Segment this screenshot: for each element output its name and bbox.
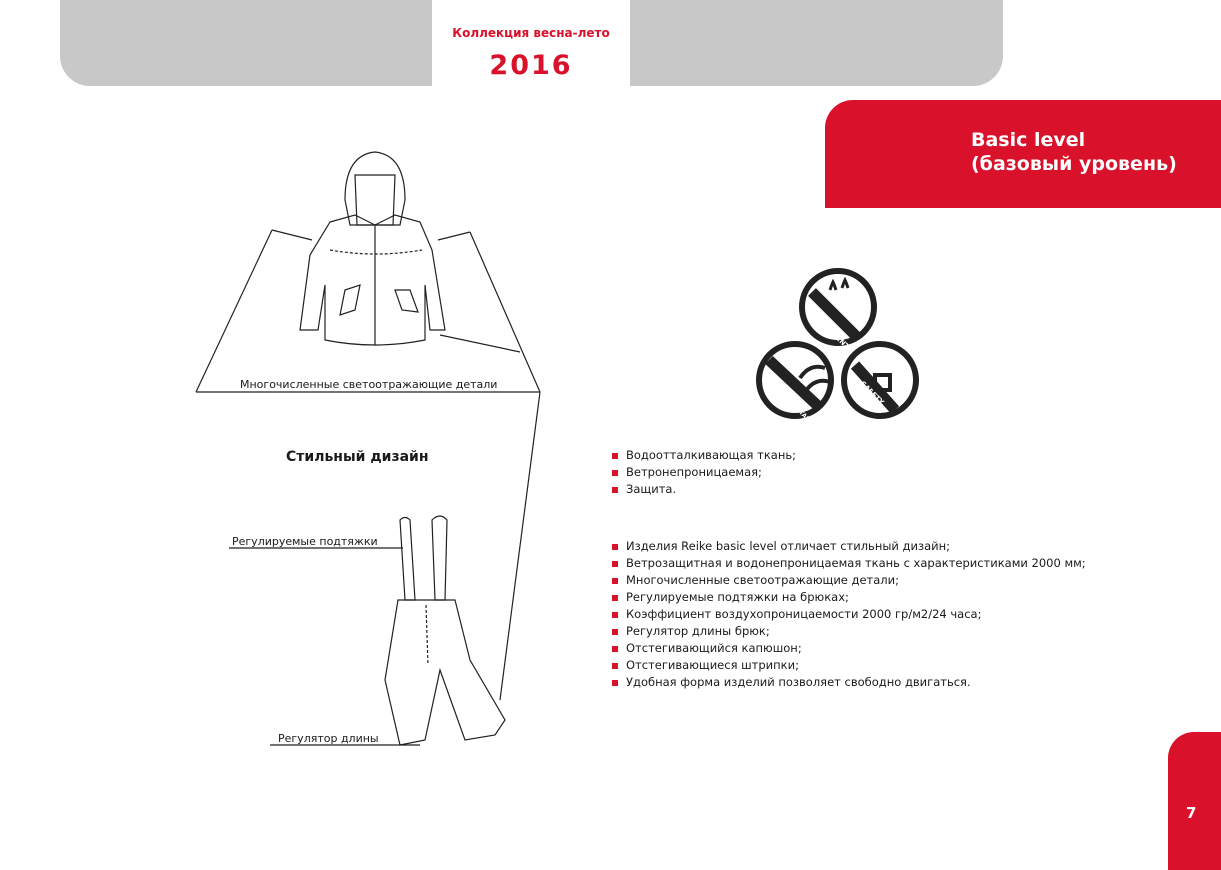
features-short-list [612, 447, 796, 498]
list-item: Регулируемые подтяжки на брюках; [612, 589, 1086, 606]
list-item: Многочисленные светоотражающие детали; [612, 572, 1086, 589]
list-item: Отстегивающийся капюшон; [612, 640, 1086, 657]
list-item: Регулятор длины брюк; [612, 623, 1086, 640]
jacket-drawing [196, 152, 540, 392]
list-item: Защита. [612, 481, 796, 498]
list-item: Коэффициент воздухопроницаемости 2000 гр/м2/24 часа; [612, 606, 1086, 623]
feature-icons [759, 271, 916, 427]
svg-text:WIND RESISTANT: WIND RESISTANT [768, 380, 815, 427]
list-item: Изделия Reike basic level отличает стильный дизайн; [612, 538, 1086, 555]
svg-text:REPELLENT: REPELLENT [813, 313, 851, 351]
page-number: 7 [1168, 732, 1221, 870]
list-item: Ветронепроницаемая; [612, 464, 796, 481]
collection-year: 2016 [489, 50, 573, 81]
list-item: Водоотталкивающая ткань; [612, 447, 796, 464]
reflective-label: Многочисленные светоотражающие детали [240, 378, 498, 391]
collection-title: Коллекция весна-лето [452, 26, 610, 40]
suspenders-label: Регулируемые подтяжки [232, 535, 378, 548]
list-item: Отстегивающиеся штрипки; [612, 657, 1086, 674]
list-item: Ветрозащитная и водонепроницаемая ткань с характеристиками 2000 мм; [612, 555, 1086, 572]
features-long-list [612, 538, 1086, 691]
level-subtitle: (базовый уровень) [971, 153, 1177, 175]
list-item: Удобная форма изделий позволяет свободно двигаться. [612, 674, 1086, 691]
pants-drawing [229, 392, 540, 745]
length-adjuster-label: Регулятор длины [278, 732, 379, 745]
svg-text:SAFETY: SAFETY [858, 379, 886, 407]
stylish-design-heading: Стильный дизайн [286, 449, 429, 465]
level-title: Basic level [971, 129, 1086, 151]
